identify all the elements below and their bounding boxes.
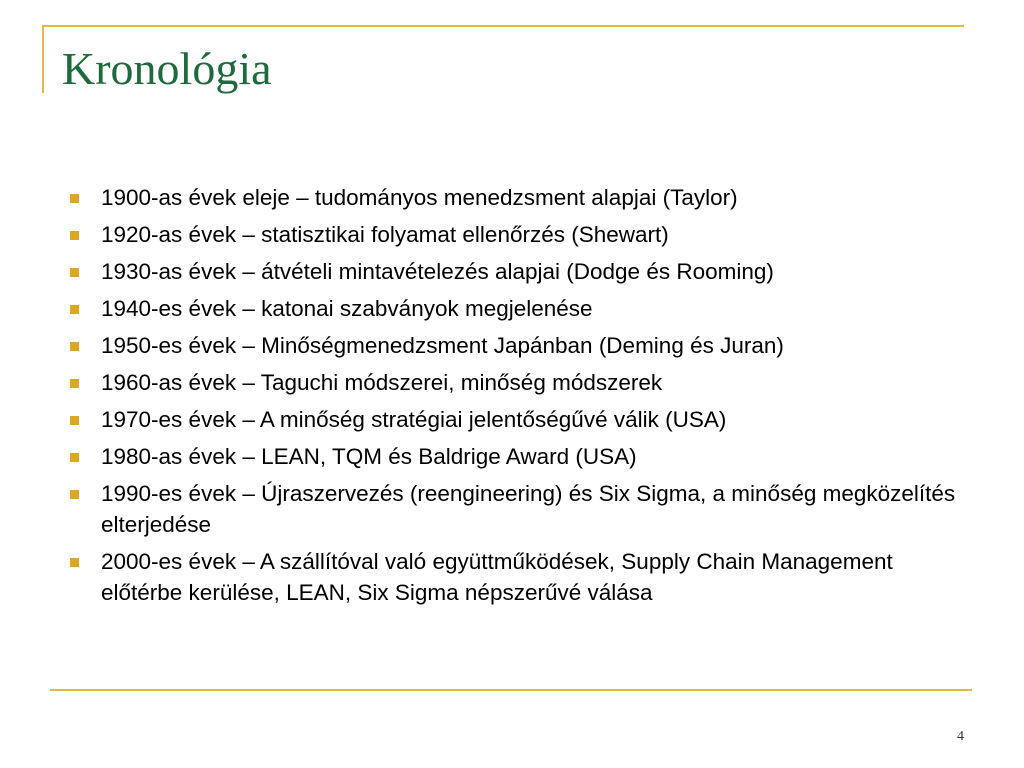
- square-bullet-icon: [70, 231, 79, 240]
- bullet-text: 1960-as évek – Taguchi módszerei, minőség módszerek: [101, 370, 663, 395]
- bullet-text: 1950-es évek – Minőségmenedzsment Japánban (Deming és Juran): [101, 333, 784, 358]
- square-bullet-icon: [70, 268, 79, 277]
- bullet-list: [70, 182, 970, 614]
- bullet-text: 1900-as évek eleje – tudományos menedzsment alapjai (Taylor): [101, 185, 738, 210]
- bullet-text: 1920-as évek – statisztikai folyamat ellenőrzés (Shewart): [101, 222, 669, 247]
- bullet-item: [70, 219, 970, 250]
- bullet-item: [70, 182, 970, 213]
- bullet-text: 1990-es évek – Újraszervezés (reengineering) és Six Sigma, a minőség megközelítés elterjedése: [101, 481, 956, 537]
- bullet-text: 1980-as évek – LEAN, TQM és Baldrige Award (USA): [101, 444, 637, 469]
- square-bullet-icon: [70, 194, 79, 203]
- bullet-item: [70, 546, 970, 608]
- bullet-item: [70, 404, 970, 435]
- bullet-text: 1940-es évek – katonai szabványok megjelenése: [101, 296, 593, 321]
- bottom-divider-line: [50, 689, 972, 691]
- left-divider-line: [42, 25, 44, 93]
- top-divider-line: [42, 25, 964, 27]
- square-bullet-icon: [70, 342, 79, 351]
- square-bullet-icon: [70, 558, 79, 567]
- square-bullet-icon: [70, 490, 79, 499]
- square-bullet-icon: [70, 416, 79, 425]
- page-number: 4: [957, 729, 964, 744]
- bullet-item: [70, 293, 970, 324]
- bullet-item: [70, 441, 970, 472]
- bullet-item: [70, 330, 970, 361]
- bullet-item: [70, 478, 970, 540]
- slide-title: Kronológia: [62, 43, 272, 94]
- bullet-text: 2000-es évek – A szállítóval való együttműködések, Supply Chain Management előtérbe kerülése, LEAN, Six Sigma népszerűvé válása: [101, 549, 893, 605]
- bullet-text: 1930-as évek – átvételi mintavételezés alapjai (Dodge és Rooming): [101, 259, 774, 284]
- bullet-text: 1970-es évek – A minőség stratégiai jelentőségűvé válik (USA): [101, 407, 727, 432]
- bullet-item: [70, 256, 970, 287]
- square-bullet-icon: [70, 453, 79, 462]
- square-bullet-icon: [70, 379, 79, 388]
- square-bullet-icon: [70, 305, 79, 314]
- bullet-item: [70, 367, 970, 398]
